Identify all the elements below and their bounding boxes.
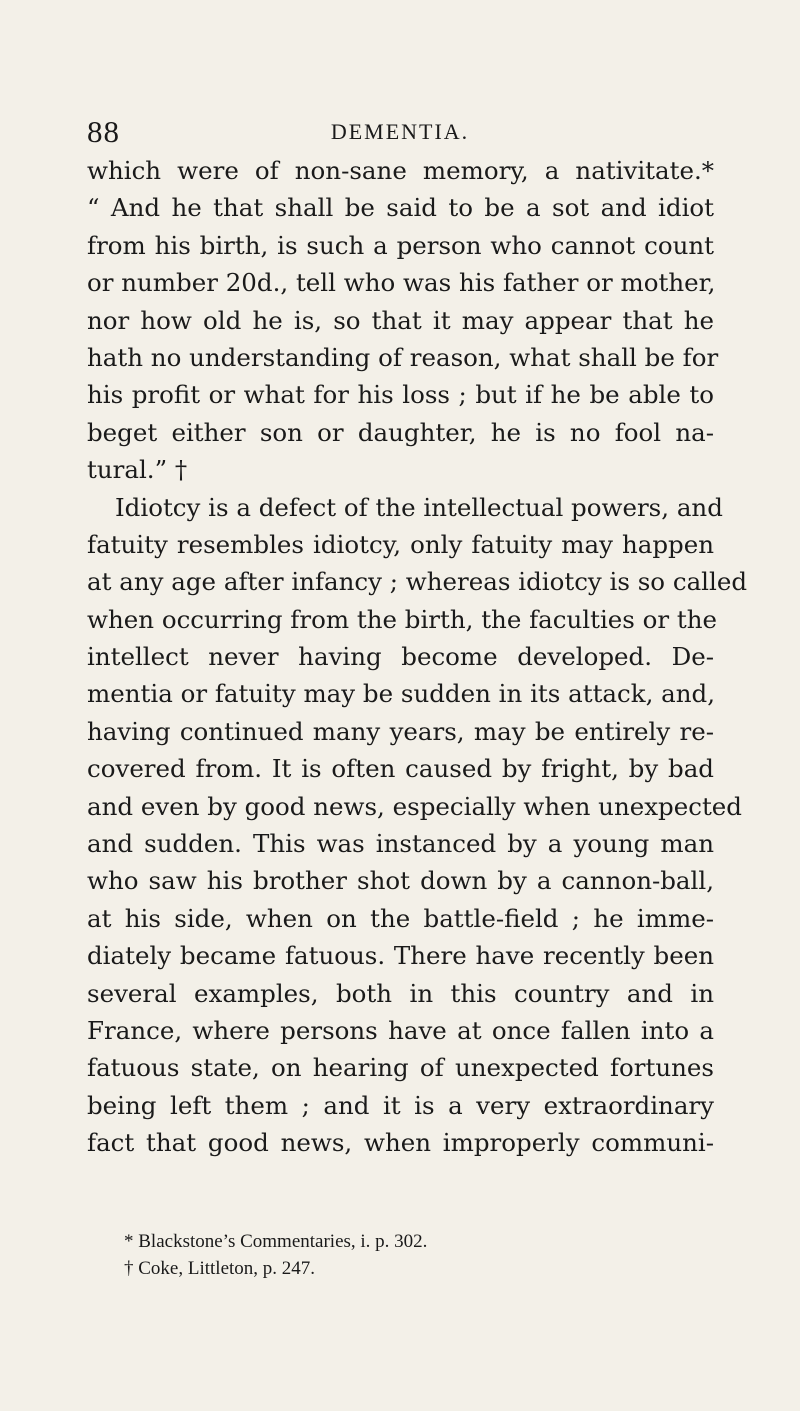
text-line: diately became fatuous. There have recently been bbox=[87, 941, 714, 971]
text-line: fatuous state, on hearing of unexpected fortunes bbox=[87, 1053, 714, 1083]
text-line: mentia or fatuity may be sudden in its attack, and, bbox=[87, 679, 716, 709]
footnote-blackstone: * Blackstone’s Commentaries, i. p. 302. bbox=[124, 1231, 428, 1252]
text-line: fact that good news, when improperly communi- bbox=[87, 1128, 714, 1158]
text-line: which were of non-sane memory, a nativitate.* bbox=[87, 156, 714, 185]
page-number: 88 bbox=[87, 114, 120, 149]
text-line: “ And he that shall be said to be a sot and idiot bbox=[87, 193, 714, 223]
text-line: and sudden. This was instanced by a young man bbox=[87, 829, 714, 859]
text-line: being left them ; and it is a very extraordinary bbox=[87, 1090, 714, 1120]
footnote-coke: † Coke, Littleton, p. 247. bbox=[124, 1258, 316, 1279]
text-line: intellect never having become developed. De- bbox=[87, 642, 714, 672]
text-line: hath no understanding of reason, what shall be for bbox=[87, 342, 719, 372]
text-line: covered from. It is often caused by fright, by bad bbox=[87, 754, 714, 784]
text-line: who saw his brother shot down by a cannon-ball, bbox=[87, 866, 714, 896]
paragraph-start-line: Idiotcy is a defect of the intellectual powers, and bbox=[115, 492, 723, 522]
body-text bbox=[87, 152, 748, 1162]
text-line: France, where persons have at once fallen into a bbox=[87, 1015, 714, 1045]
text-line: fatuity resembles idiotcy, only fatuity may happen bbox=[87, 529, 714, 559]
text-line: several examples, both in this country and in bbox=[87, 978, 714, 1008]
text-line: beget either son or daughter, he is no fool na- bbox=[87, 417, 714, 447]
page-header bbox=[0, 112, 800, 152]
text-line: having continued many years, may be entirely re- bbox=[87, 716, 714, 746]
text-line: and even by good news, especially when unexpected bbox=[87, 791, 742, 821]
text-line: his profit or what for his loss ; but if he be able to bbox=[87, 380, 714, 410]
text-line: or number 20d., tell who was his father or mother, bbox=[87, 268, 716, 298]
text-line: from his birth, is such a person who cannot count bbox=[87, 230, 714, 260]
running-head: DEMENTIA. bbox=[330, 119, 470, 144]
footnotes bbox=[124, 1228, 724, 1282]
text-line: when occurring from the birth, the faculties or the bbox=[87, 604, 718, 634]
text-line: at any age after infancy ; whereas idiotcy is so called bbox=[87, 567, 748, 597]
text-line: tural.” † bbox=[87, 455, 188, 485]
text-line: at his side, when on the battle-field ; he imme- bbox=[87, 903, 714, 933]
text-line: nor how old he is, so that it may appear that he bbox=[87, 305, 714, 335]
